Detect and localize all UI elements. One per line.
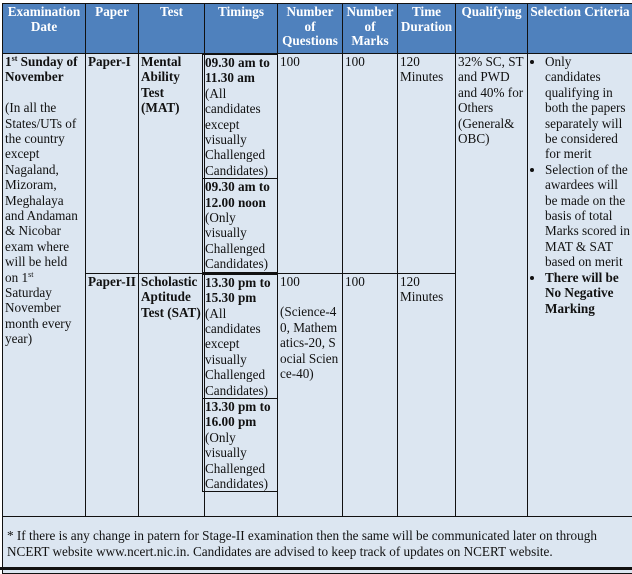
qualifying-cell: 32% SC, ST and PWD and 40% for Others (General& OBC) <box>456 54 528 517</box>
duration-cell: 120 Minutes <box>398 54 456 274</box>
header-qualifying: Qualifying <box>456 4 528 54</box>
exam-schedule-table <box>2 3 632 574</box>
timing-slot: 13.30 pm to 15.30 pm (All candidates except visually Challenged Candidates) <box>202 274 280 399</box>
marks-cell: 100 <box>343 273 398 516</box>
marks-cell: 100 <box>343 54 398 274</box>
timings-cell <box>205 273 278 516</box>
header-number-of-questions: Number of Questions <box>278 4 343 54</box>
questions-cell: 100 (Science-40, Mathematics-20, Social Science-40) <box>278 273 343 516</box>
selection-criteria-cell <box>528 54 632 517</box>
exam-date-note: (In all the States/UTs of the country except Nagaland, Mizoram, Meghalaya and Andaman & Nicobar exam where will be held on 1st Saturday November month every year) <box>5 100 83 347</box>
header-selection-criteria: Selection Criteria <box>528 4 632 54</box>
paper-cell: Paper-II <box>86 273 139 516</box>
header-paper: Paper <box>86 4 139 54</box>
table-row-paper-1 <box>3 54 632 274</box>
timing-slot: 09.30 am to 12.00 noon (Only visually Challenged Candidates) <box>202 179 280 272</box>
criteria-item: • Selection of the awardees will be made on the basis of total Marks scored in MAT & SAT based on merit <box>545 162 630 270</box>
header-test: Test <box>139 4 205 54</box>
exam-date-cell <box>3 54 86 517</box>
timing-slot: 09.30 am to 11.30 am (All candidates except visually Challenged Candidates) <box>202 54 280 179</box>
header-row <box>3 4 632 54</box>
timings-cell <box>205 54 278 274</box>
timing-slot: 13.30 pm to 16.00 pm (Only visually Challenged Candidates) <box>202 399 280 492</box>
header-time-duration: Time Duration <box>398 4 456 54</box>
footer-note: * If there is any change in patern for Stage-II examination then the same will be communicated later on through NCERT website www.ncert.nic.in. Candidates are advised to keep track of updates on NCERT website. <box>3 516 632 573</box>
duration-cell: 120 Minutes <box>398 273 456 516</box>
header-timings: Timings <box>205 4 278 54</box>
test-cell: Mental Ability Test (MAT) <box>139 54 205 274</box>
header-examination-date: Examination Date <box>3 4 86 54</box>
paper-cell: Paper-I <box>86 54 139 274</box>
questions-breakdown: (Science-40, Mathematics-20, Social Science-40) <box>280 304 340 381</box>
criteria-item: • Only candidates qualifying in both the papers separately will be considered for merit <box>545 54 630 162</box>
questions-cell: 100 <box>278 54 343 274</box>
footer-row <box>3 516 632 573</box>
selection-criteria-list <box>530 54 630 316</box>
test-cell: Scholastic Aptitude Test (SAT) <box>139 273 205 516</box>
criteria-item-no-negative-marking: • There will be No Negative Marking <box>545 270 630 316</box>
header-number-of-marks: Number of Marks <box>343 4 398 54</box>
exam-date-title: 1st Sunday of November <box>5 54 83 85</box>
